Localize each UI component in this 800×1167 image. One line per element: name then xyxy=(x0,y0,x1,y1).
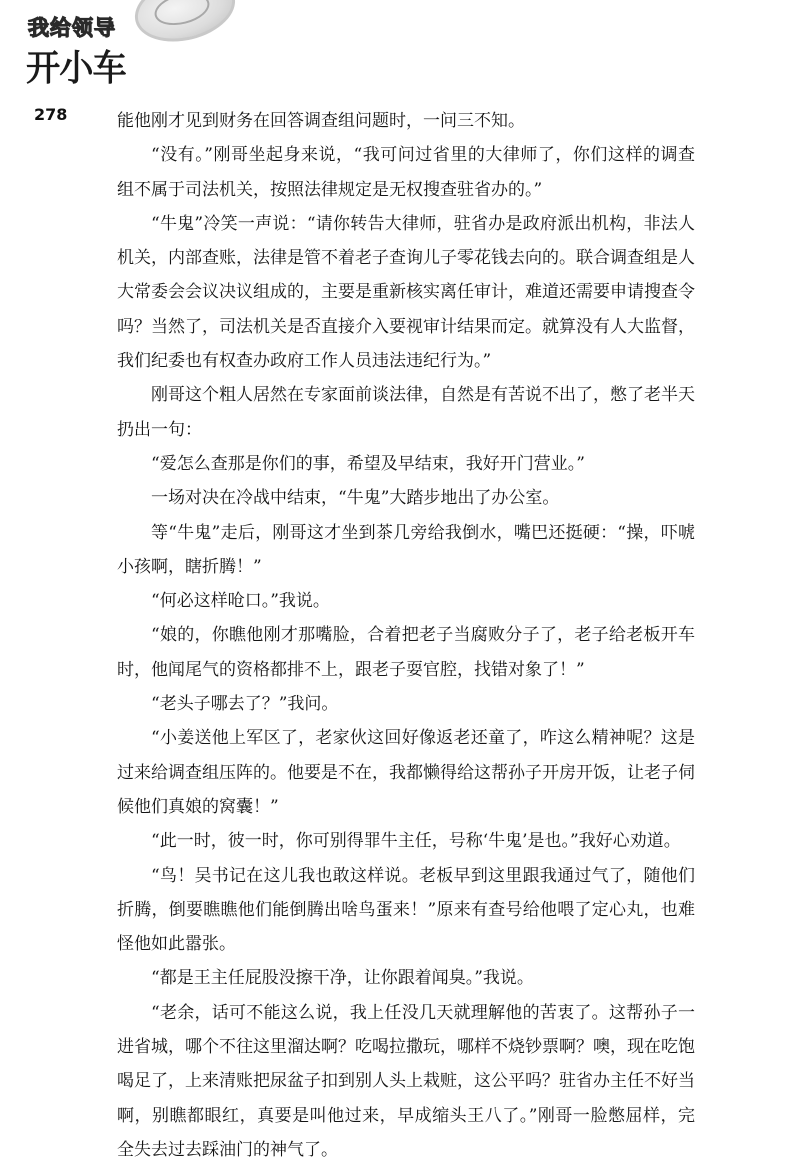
paragraph: 能他刚才见到财务在回答调查组问题时，一问三不知。 xyxy=(117,111,525,131)
paragraph: 刚哥这个粗人居然在专家面前谈法律，自然是有苦说不出了，憋了老半天扔出一句： xyxy=(117,385,695,440)
paragraph: “都是王主任屁股没擦干净，让你跟着闻臭。”我说。 xyxy=(151,968,534,989)
book-series-logo xyxy=(16,0,236,92)
paragraph: “牛鬼”冷笑一声说：“请你转告大律师，驻省办是政府派出机构，非法人机关，内部查账，法律是管不着老子查询儿子零花钱去向的。联合调查组是人大常委会会议决议组成的，主要是重新核实离任审计，难道还需要申请搜查令吗？当然了，司法机关是否直接介入要视审计结果而定。就算没有人大监督，我们纪委也有权查办政府工作人员违法违纪行为。” xyxy=(117,213,695,372)
paragraph: “小姜送他上军区了，老家伙这回好像返老还童了，咋这么精神呢？这是过来给调查组压阵的。他要是不在，我都懒得给这帮孙子开房开饭，让老子伺候他们真娘的窝囊！” xyxy=(117,728,695,817)
paragraph: “此一时，彼一时，你可别得罪牛主任，号称‘牛鬼’是也。”我好心劝道。 xyxy=(151,831,681,852)
paragraph: 等“牛鬼”走后，刚哥这才坐到茶几旁给我倒水，嘴巴还挺硬：“操，吓唬小孩啊，瞎折腾！” xyxy=(117,522,695,577)
paragraph: “娘的，你瞧他刚才那嘴脸，合着把老子当腐败分子了，老子给老板开车时，他闻尾气的资格都排不上，跟老子耍官腔，找错对象了！” xyxy=(117,625,695,680)
paragraph: “何必这样呛口。”我说。 xyxy=(151,591,330,612)
paragraph: “老头子哪去了？”我问。 xyxy=(151,694,339,715)
paragraph: “鸟！吴书记在这儿我也敢这样说。老板早到这里跟我通过气了，随他们折腾，倒要瞧瞧他们能倒腾出啥鸟蛋来！”原来有查号给他喂了定心丸，也难怪他如此嚣张。 xyxy=(117,865,695,955)
logo-title-line2: 开小车 xyxy=(26,48,126,89)
paragraph: 一场对决在冷战中结束，“牛鬼”大踏步地出了办公室。 xyxy=(151,488,560,509)
body-text xyxy=(117,104,695,1167)
paragraph: “爱怎么查那是你们的事，希望及早结束，我好开门营业。” xyxy=(151,453,585,474)
logo-title-line1: 我给领导 xyxy=(28,16,116,40)
page-number: 278 xyxy=(34,105,68,124)
paragraph: “老余，话可不能这么说，我上任没几天就理解他的苦衷了。这帮孙子一进省城，哪个不往这里溜达啊？吃喝拉撒玩，哪样不烧钞票啊？噢，现在吃饱喝足了，上来清账把尿盆子扣到别人头上栽赃，这公平吗？驻省办主任不好当啊，别瞧都眼红，真要是叫他过来，早成缩头王八了。”刚哥一脸憋屈样，完全失去过去踩油门的神气了。 xyxy=(117,1002,695,1160)
paragraph: “没有。”刚哥坐起身来说，“我可问过省里的大律师了，你们这样的调查组不属于司法机关，按照法律规定是无权搜查驻省办的。” xyxy=(117,145,695,200)
